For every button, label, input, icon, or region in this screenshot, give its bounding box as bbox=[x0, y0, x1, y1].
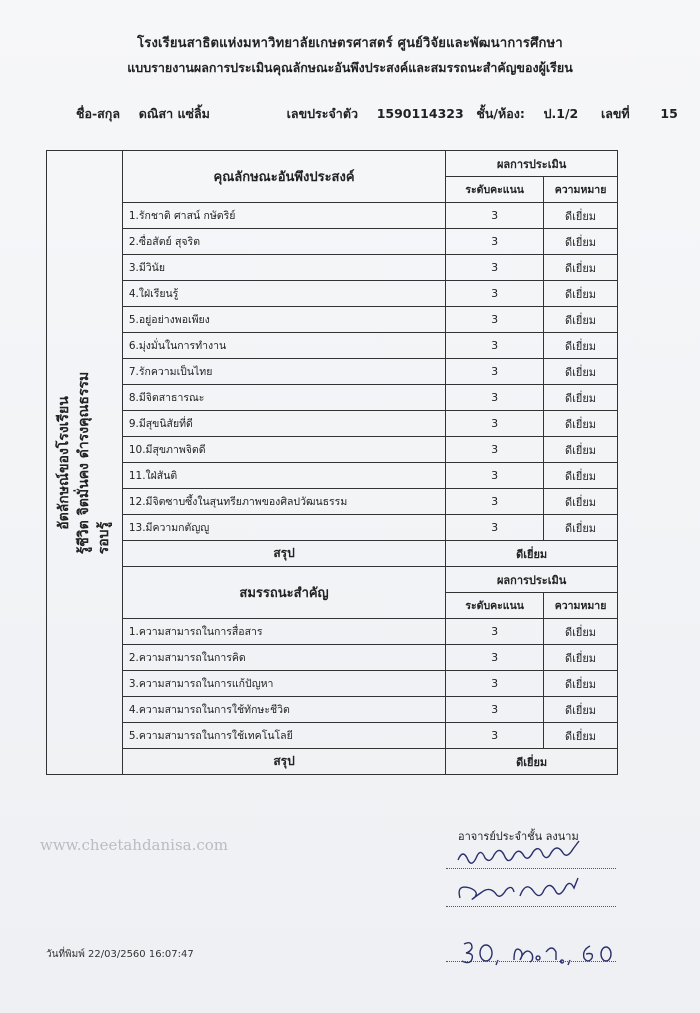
competencies-summary-row bbox=[47, 749, 618, 775]
competencies-item-label: 2.ความสามารถในการคิด bbox=[122, 645, 445, 671]
school-identity bbox=[54, 371, 114, 554]
characteristics-item-label: 2.ซื่อสัตย์ สุจริต bbox=[122, 229, 445, 255]
competencies-score-header: ระดับคะแนน bbox=[446, 593, 544, 619]
table-row bbox=[47, 723, 618, 749]
characteristics-item-meaning: ดีเยี่ยม bbox=[544, 203, 618, 229]
id-label: เลขประจำตัว bbox=[286, 106, 358, 121]
signature-line-2 bbox=[446, 906, 616, 907]
characteristics-meaning-header: ความหมาย bbox=[544, 177, 618, 203]
print-date-label: วันที่พิมพ์ bbox=[46, 949, 85, 960]
competencies-item-score: 3 bbox=[446, 671, 544, 697]
table-row bbox=[47, 671, 618, 697]
table-row bbox=[47, 437, 618, 463]
table-row bbox=[47, 255, 618, 281]
competencies-item-score: 3 bbox=[446, 645, 544, 671]
teacher-signature-1 bbox=[450, 840, 620, 870]
table-row bbox=[47, 229, 618, 255]
signature-line-3 bbox=[446, 961, 616, 962]
characteristics-item-label: 12.มีจิตซาบซึ้งในสุนทรียภาพของศิลปวัฒนธรรม bbox=[122, 489, 445, 515]
competencies-item-score: 3 bbox=[446, 697, 544, 723]
watermark: www.cheetahdanisa.com bbox=[40, 836, 229, 854]
characteristics-item-meaning: ดีเยี่ยม bbox=[544, 255, 618, 281]
competencies-item-score: 3 bbox=[446, 723, 544, 749]
characteristics-item-meaning: ดีเยี่ยม bbox=[544, 333, 618, 359]
teacher-sign-label: อาจารย์ประจำชั้น ลงนาม bbox=[458, 830, 579, 843]
class-label: ชั้น/ห้อง: bbox=[476, 106, 525, 121]
report-title: แบบรายงานผลการประเมินคุณลักษณะอันพึงประสงค์และสมรรถนะสำคัญของผู้เรียน bbox=[127, 60, 573, 75]
characteristics-summary-label: สรุป bbox=[122, 541, 445, 567]
characteristics-item-meaning: ดีเยี่ยม bbox=[544, 437, 618, 463]
competencies-result-header: ผลการประเมิน bbox=[446, 567, 618, 593]
identity-line-2: รู้ชีวิต จิตมั่นคง ดำรงคุณธรรม bbox=[76, 371, 93, 554]
characteristics-item-label: 4.ใฝ่เรียนรู้ bbox=[122, 281, 445, 307]
table-row bbox=[47, 203, 618, 229]
characteristics-item-meaning: ดีเยี่ยม bbox=[544, 385, 618, 411]
student-class: ป.1/2 bbox=[543, 106, 579, 121]
competencies-item-meaning: ดีเยี่ยม bbox=[544, 619, 618, 645]
assessment-table bbox=[46, 150, 618, 775]
characteristics-item-score: 3 bbox=[446, 359, 544, 385]
characteristics-item-meaning: ดีเยี่ยม bbox=[544, 515, 618, 541]
characteristics-item-score: 3 bbox=[446, 437, 544, 463]
table-row bbox=[47, 645, 618, 671]
competencies-item-label: 1.ความสามารถในการสื่อสาร bbox=[122, 619, 445, 645]
print-date bbox=[46, 947, 194, 962]
characteristics-item-meaning: ดีเยี่ยม bbox=[544, 411, 618, 437]
characteristics-title: คุณลักษณะอันพึงประสงค์ bbox=[122, 151, 445, 203]
identity-line-1: อัตลักษณ์ของโรงเรียน bbox=[56, 395, 73, 530]
table-row bbox=[47, 463, 618, 489]
characteristics-item-score: 3 bbox=[446, 229, 544, 255]
table-row bbox=[47, 489, 618, 515]
characteristics-item-meaning: ดีเยี่ยม bbox=[544, 463, 618, 489]
characteristics-item-score: 3 bbox=[446, 385, 544, 411]
student-id: 1590114323 bbox=[376, 106, 464, 121]
characteristics-item-score: 3 bbox=[446, 463, 544, 489]
characteristics-score-header: ระดับคะแนน bbox=[446, 177, 544, 203]
table-row bbox=[47, 359, 618, 385]
competencies-summary-value: ดีเยี่ยม bbox=[446, 749, 618, 775]
characteristics-item-meaning: ดีเยี่ยม bbox=[544, 281, 618, 307]
characteristics-item-label: 10.มีสุขภาพจิตดี bbox=[122, 437, 445, 463]
table-row bbox=[47, 307, 618, 333]
characteristics-item-meaning: ดีเยี่ยม bbox=[544, 307, 618, 333]
characteristics-item-score: 3 bbox=[446, 255, 544, 281]
characteristics-item-score: 3 bbox=[446, 281, 544, 307]
student-number: 15 bbox=[660, 106, 678, 121]
characteristics-item-score: 3 bbox=[446, 489, 544, 515]
characteristics-item-label: 8.มีจิตสาธารณะ bbox=[122, 385, 445, 411]
characteristics-result-header: ผลการประเมิน bbox=[446, 151, 618, 177]
characteristics-item-label: 1.รักชาติ ศาสน์ กษัตริย์ bbox=[122, 203, 445, 229]
characteristics-item-meaning: ดีเยี่ยม bbox=[544, 489, 618, 515]
table-row bbox=[47, 333, 618, 359]
identity-line-3: รอบรู้ bbox=[96, 521, 113, 554]
characteristics-item-label: 6.มุ่งมั่นในการทำงาน bbox=[122, 333, 445, 359]
characteristics-item-score: 3 bbox=[446, 333, 544, 359]
competencies-item-meaning: ดีเยี่ยม bbox=[544, 645, 618, 671]
teacher-signature-2 bbox=[450, 876, 620, 906]
table-row bbox=[47, 411, 618, 437]
table-row bbox=[47, 385, 618, 411]
characteristics-item-score: 3 bbox=[446, 411, 544, 437]
student-info bbox=[76, 104, 678, 124]
characteristics-item-label: 9.มีสุขนิสัยที่ดี bbox=[122, 411, 445, 437]
table-row bbox=[47, 619, 618, 645]
characteristics-summary-value: ดีเยี่ยม bbox=[446, 541, 618, 567]
school-identity-cell bbox=[47, 151, 123, 775]
competencies-item-label: 5.ความสามารถในการใช้เทคโนโลยี bbox=[122, 723, 445, 749]
characteristics-item-meaning: ดีเยี่ยม bbox=[544, 229, 618, 255]
characteristics-summary-row bbox=[47, 541, 618, 567]
school-name: โรงเรียนสาธิตแห่งมหาวิทยาลัยเกษตรศาสตร์ ศูนย์วิจัยและพัฒนาการศึกษา bbox=[137, 36, 563, 51]
characteristics-item-meaning: ดีเยี่ยม bbox=[544, 359, 618, 385]
characteristics-item-label: 7.รักความเป็นไทย bbox=[122, 359, 445, 385]
characteristics-item-label: 13.มีความกตัญญู bbox=[122, 515, 445, 541]
competencies-item-label: 3.ความสามารถในการแก้ปัญหา bbox=[122, 671, 445, 697]
competencies-item-label: 4.ความสามารถในการใช้ทักษะชีวิต bbox=[122, 697, 445, 723]
table-row bbox=[47, 515, 618, 541]
competencies-item-meaning: ดีเยี่ยม bbox=[544, 671, 618, 697]
table-row bbox=[47, 281, 618, 307]
characteristics-item-label: 11.ใฝ่สันติ bbox=[122, 463, 445, 489]
name-label: ชื่อ-สกุล bbox=[76, 106, 121, 121]
characteristics-item-score: 3 bbox=[446, 515, 544, 541]
signature-line-1 bbox=[446, 868, 616, 869]
student-name: ดณิสา แซ่ลิ้ม bbox=[138, 106, 210, 121]
characteristics-item-score: 3 bbox=[446, 203, 544, 229]
competencies-item-meaning: ดีเยี่ยม bbox=[544, 723, 618, 749]
competencies-item-meaning: ดีเยี่ยม bbox=[544, 697, 618, 723]
print-date-value: 22/03/2560 16:07:47 bbox=[88, 949, 194, 960]
table-row bbox=[47, 697, 618, 723]
competencies-meaning-header: ความหมาย bbox=[544, 593, 618, 619]
competencies-summary-label: สรุป bbox=[122, 749, 445, 775]
competencies-item-score: 3 bbox=[446, 619, 544, 645]
characteristics-item-score: 3 bbox=[446, 307, 544, 333]
characteristics-item-label: 5.อยู่อย่างพอเพียง bbox=[122, 307, 445, 333]
number-label: เลขที่ bbox=[600, 106, 630, 121]
competencies-title: สมรรถนะสำคัญ bbox=[122, 567, 445, 619]
characteristics-item-label: 3.มีวินัย bbox=[122, 255, 445, 281]
